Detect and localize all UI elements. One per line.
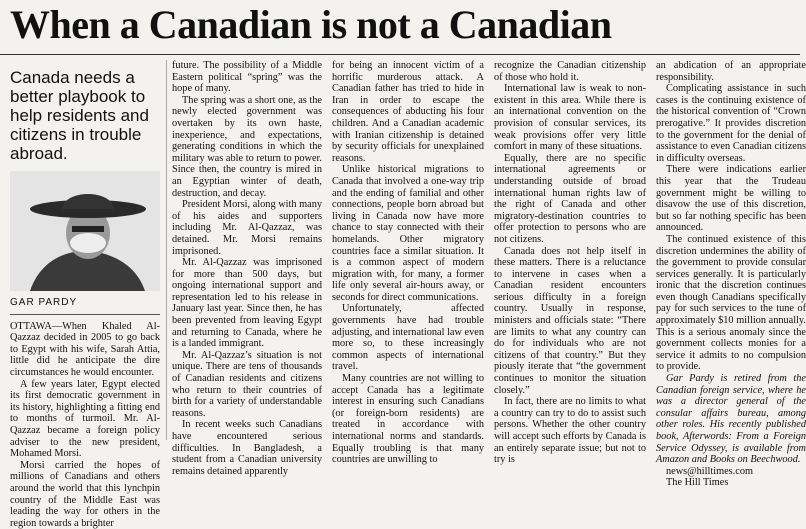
headline-rule bbox=[0, 54, 800, 55]
article-paragraph: Equally, there are no specific international agreements or understanding outside of broad international human rights law of the right of Canada and other migratory-destination countries to offer protection to persons who are not citizens. bbox=[494, 152, 646, 245]
article-paragraph: The spring was a short one, as the newly elected government was overtaken by its own haste, inexperience, and expectations, generating conditions in which the military was able to return to power. Since then, the country is mired in an Egyptian winter of death, destruction, and decay. bbox=[172, 94, 322, 199]
article-paragraph: In recent weeks such Canadians have encountered serious difficulties. In Bangladesh, a student from a Canadian university remains detained apparently bbox=[172, 419, 322, 477]
author-photo bbox=[10, 171, 160, 291]
article-paragraph: Complicating assistance in such cases is the continuing existence of the historical convention of “Crown prerogative.” It provides discretion to the government for the denial of assistance to even Canadian citizens in difficulty overseas. bbox=[656, 83, 806, 164]
article-paragraph: Morsi carried the hopes of millions of Canadians and others around the world that this lynchpin country of the Middle East was leading the way for others in the region towards a brighter bbox=[10, 459, 160, 529]
article-paragraph: OTTAWA—When Khaled Al-Qazzaz decided in 2005 to go back to Egypt with his wife, Sarah Attia, little did he anticipate the dire circumstances he would encounter. bbox=[10, 320, 160, 378]
article-paragraph: Mr. Al-Qazzaz’s situation is not unique. There are tens of thousands of Canadian residents and citizens who return to their countries of birth for a variety of understandable reasons. bbox=[172, 349, 322, 419]
article-paragraph: recognize the Canadian citizenship of those who hold it. bbox=[494, 60, 646, 83]
article-paragraph: for being an innocent victim of a horrific murderous attack. A Canadian father has tried to hide in Iran in order to escape the consequences of abducting his four children. And a Canadian academic with Iranian citizenship is detained by security officials for unexplained reasons. bbox=[332, 60, 484, 164]
publication-name: The Hill Times bbox=[666, 477, 729, 489]
column-divider bbox=[166, 60, 167, 440]
contact-email: news@hilltimes.com bbox=[666, 465, 753, 477]
column-4 bbox=[494, 60, 646, 466]
column-2 bbox=[172, 60, 322, 477]
deck: Canada needs a better playbook to help residents and citizens in trouble abroad. bbox=[10, 68, 149, 163]
article-paragraph: The continued existence of this discretion undermines the ability of the government to provide consular services generally. It is particularly ironic that the discretion continues even though Canadians specifically pay for such services to the tune of approximately $10 million annually. This is a serious anomaly since the government collects monies for a service it admits to no compulsion to provide. bbox=[656, 233, 806, 373]
article-paragraph: Mr. Al-Qazzaz was imprisoned for more than 500 days, but ongoing international support and representation led to his release in January last year. Since then, he has been prevented from leaving Egypt and returning to Canada, where he is a landed immigrant. bbox=[172, 257, 322, 350]
article-paragraph: future. The possibility of a Middle Eastern political “spring” was the hope of many. bbox=[172, 60, 322, 95]
article-paragraph: President Morsi, along with many of his aides and supporters including Mr. Al-Qazzaz, was detained. Mr. Morsi remains imprisoned. bbox=[172, 199, 322, 257]
article-paragraph: There were indications earlier this year that the Trudeau government might be willing to disavow the use of this discretion, but so far nothing specific has been announced. bbox=[656, 164, 806, 234]
author-byline: GAR PARDY bbox=[10, 297, 160, 315]
article-paragraph: Unfortunately, affected governments have had trouble adjusting, and international law even more so, to these increasingly common aspects of international travel. bbox=[332, 303, 484, 373]
column-5 bbox=[656, 60, 806, 489]
article-paragraph: Unlike historical migrations to Canada that involved a one-way trip and the ending of familial and other connections, people born abroad but living in Canada now have more chance to stay connected with their homelands. Other migratory countries face a similar situation. It is a common aspect of modern migration with, for many, a former life only several air-hours away, or seconds for direct communications. bbox=[332, 164, 484, 303]
article-paragraph: A few years later, Egypt elected its first democratic government in its history, highlighting a fitting end to months of turmoil. Mr. Al-Qazzaz became a foreign policy adviser to the new president, Mohamed Morsi. bbox=[10, 378, 160, 460]
headline: When a Canadian is not a Canadian bbox=[10, 2, 612, 47]
author-bio: Gar Pardy is retired from the Canadian foreign service, where he was a director general of the consular affairs bureau, among other roles. His recently published book, Afterwords: From a Foreign Service Odyssey, is available from Amazon and Books on Beechwood. bbox=[656, 373, 806, 466]
article-paragraph: Canada does not help itself in these matters. There is a reluctance to intervene in cases when a Canadian resident encounters serious difficulty in a foreign country. Usually in response, ministers and officials state: “There are limits to what any country can do for individuals who are not citizens of that country.” But they piously iterate that “the government continues to monitor the situation closely.” bbox=[494, 245, 646, 396]
article-paragraph: Many countries are not willing to accept Canada has a legitimate interest in ensuring such Canadians (or foreign-born residents) are treated in accordance with international norms and standards. Equally troubling is that many countries are unwilling to bbox=[332, 373, 484, 466]
column-1 bbox=[10, 60, 160, 529]
article-paragraph: an abdication of an appropriate responsibility. bbox=[656, 60, 806, 83]
author-portrait-icon bbox=[10, 171, 160, 291]
column-3 bbox=[332, 60, 484, 466]
article-paragraph: International law is weak to non-existent in this area. While there is an international convention on the provision of consular services, its weak provisions offer very little comfort in many of these situations. bbox=[494, 83, 646, 153]
article-paragraph: In fact, there are no limits to what a country can try to do to assist such persons. Whether the other country will accept such efforts by Canada is an entirely separate issue; but not to try is bbox=[494, 396, 646, 466]
